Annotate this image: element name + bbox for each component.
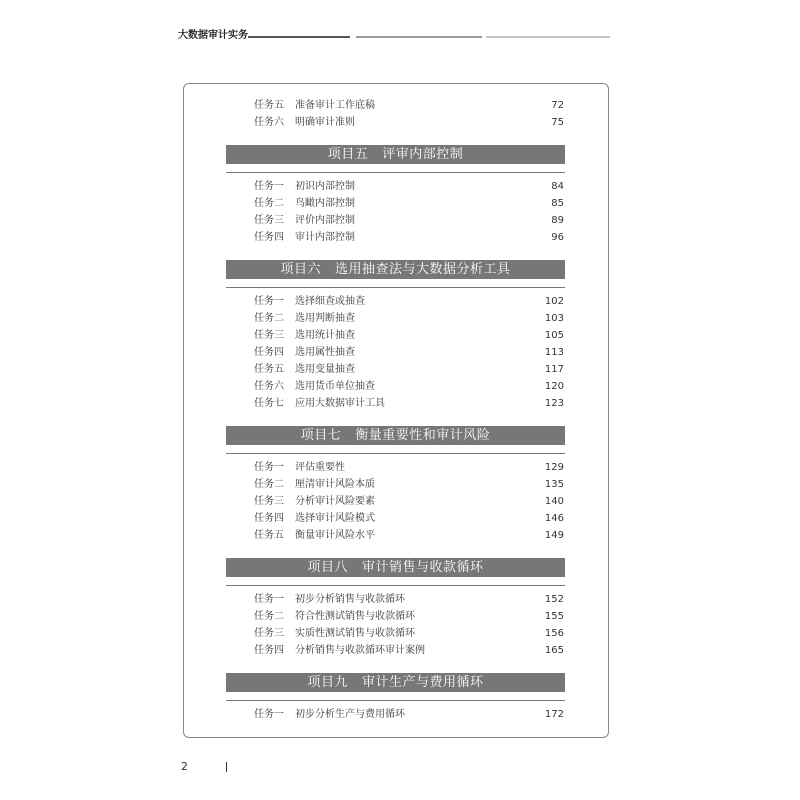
project-number: 项目六 <box>280 262 321 277</box>
header-rule-medium <box>356 36 482 38</box>
project-title: 选用抽查法与大数据分析工具 <box>335 262 511 277</box>
page-ref: 172 <box>544 709 564 720</box>
task-number: 任务四 <box>254 513 284 524</box>
project-heading <box>226 426 565 445</box>
task-number: 任务五 <box>254 100 284 111</box>
task-title: 选择细查或抽查 <box>295 296 365 307</box>
task-title: 衡量审计风险水平 <box>295 530 375 541</box>
toc-entry[interactable] <box>254 98 564 114</box>
task-title: 选用货币单位抽查 <box>295 381 375 392</box>
task-title: 符合性测试销售与收款循环 <box>295 611 415 622</box>
project-number: 项目五 <box>327 147 369 162</box>
page-ref: 140 <box>544 496 564 507</box>
task-title: 初识内部控制 <box>295 181 355 192</box>
task-title: 选择审计风险模式 <box>295 513 375 524</box>
project-rule <box>226 700 565 701</box>
toc-entry[interactable] <box>254 196 564 212</box>
page-ref: 72 <box>551 100 564 111</box>
toc-entry[interactable] <box>254 213 564 229</box>
toc-entry[interactable] <box>254 643 564 659</box>
task-number: 任务四 <box>254 347 284 358</box>
page-ref: 149 <box>544 530 564 541</box>
project-heading <box>226 145 565 164</box>
task-number: 任务五 <box>254 364 284 375</box>
toc-entry[interactable] <box>254 477 564 493</box>
project-rule <box>226 585 565 586</box>
page-ref: 102 <box>544 296 564 307</box>
project-rule <box>226 287 565 288</box>
task-number: 任务七 <box>254 398 284 409</box>
header-rule-dark <box>248 36 350 38</box>
project-number: 项目九 <box>307 675 348 690</box>
toc-entry[interactable] <box>254 494 564 510</box>
page-ref: 129 <box>544 462 564 473</box>
toc-entry[interactable] <box>254 707 564 723</box>
toc-entry[interactable] <box>254 609 564 625</box>
project-heading <box>226 558 565 577</box>
task-number: 任务五 <box>254 530 284 541</box>
project-title: 审计生产与费用循环 <box>362 675 484 690</box>
page-ref: 156 <box>544 628 564 639</box>
task-number: 任务二 <box>254 198 284 209</box>
toc-entry[interactable] <box>254 328 564 344</box>
task-title: 初步分析销售与收款循环 <box>295 594 405 605</box>
toc-entry[interactable] <box>254 528 564 544</box>
running-header <box>178 28 610 44</box>
page-ref: 75 <box>551 117 564 128</box>
task-number: 任务六 <box>254 117 284 128</box>
page-ref: 85 <box>551 198 564 209</box>
toc-entry[interactable] <box>254 592 564 608</box>
book-title: 大数据审计实务 <box>178 30 248 41</box>
task-number: 任务二 <box>254 313 284 324</box>
task-number: 任务三 <box>254 496 284 507</box>
task-title: 初步分析生产与费用循环 <box>295 709 405 720</box>
page-ref: 146 <box>544 513 564 524</box>
toc-entry[interactable] <box>254 396 564 412</box>
task-number: 任务六 <box>254 381 284 392</box>
task-number: 任务二 <box>254 479 284 490</box>
task-title: 审计内部控制 <box>295 232 355 243</box>
project-rule <box>226 172 565 173</box>
toc-entry[interactable] <box>254 345 564 361</box>
task-title: 选用统计抽查 <box>295 330 355 341</box>
page-ref: 89 <box>551 215 564 226</box>
task-title: 应用大数据审计工具 <box>295 398 385 409</box>
project-heading <box>226 673 565 692</box>
project-rule <box>226 453 565 454</box>
task-number: 任务二 <box>254 611 284 622</box>
task-title: 评估重要性 <box>295 462 345 473</box>
project-title: 评审内部控制 <box>382 147 464 162</box>
toc-entry[interactable] <box>254 311 564 327</box>
page-ref: 96 <box>551 232 564 243</box>
page-ref: 135 <box>544 479 564 490</box>
task-title: 准备审计工作底稿 <box>295 100 375 111</box>
task-number: 任务一 <box>254 181 284 192</box>
task-title: 分析销售与收款循环审计案例 <box>295 645 425 656</box>
toc-entry[interactable] <box>254 379 564 395</box>
page-ref: 123 <box>544 398 564 409</box>
page-ref: 113 <box>544 347 564 358</box>
page-ref: 84 <box>551 181 564 192</box>
task-title: 厘清审计风险本质 <box>295 479 375 490</box>
task-title: 选用变量抽查 <box>295 364 355 375</box>
task-number: 任务一 <box>254 462 284 473</box>
task-number: 任务三 <box>254 330 284 341</box>
project-number: 项目七 <box>300 428 342 443</box>
project-heading <box>226 260 565 279</box>
task-title: 选用判断抽查 <box>295 313 355 324</box>
task-title: 鸟瞰内部控制 <box>295 198 355 209</box>
toc-entry[interactable] <box>254 511 564 527</box>
task-title: 选用属性抽查 <box>295 347 355 358</box>
project-title: 衡量重要性和审计风险 <box>355 428 491 443</box>
page-ref: 155 <box>544 611 564 622</box>
toc-entry[interactable] <box>254 362 564 378</box>
task-number: 任务四 <box>254 232 284 243</box>
task-number: 任务一 <box>254 296 284 307</box>
toc-entry[interactable] <box>254 460 564 476</box>
project-number: 项目八 <box>307 560 348 575</box>
toc-entry[interactable] <box>254 179 564 195</box>
page-ref: 165 <box>544 645 564 656</box>
toc-entry[interactable] <box>254 294 564 310</box>
task-title: 实质性测试销售与收款循环 <box>295 628 415 639</box>
task-number: 任务四 <box>254 645 284 656</box>
page-ref: 120 <box>544 381 564 392</box>
task-title: 明确审计准则 <box>295 117 355 128</box>
page-ref: 152 <box>544 594 564 605</box>
page-ref: 117 <box>544 364 564 375</box>
footer-divider <box>226 762 227 772</box>
page-ref: 103 <box>544 313 564 324</box>
task-number: 任务一 <box>254 594 284 605</box>
page-ref: 105 <box>544 330 564 341</box>
page-number: 2 <box>181 760 188 773</box>
task-title: 评价内部控制 <box>295 215 355 226</box>
toc-entry[interactable] <box>254 230 564 246</box>
task-number: 任务一 <box>254 709 284 720</box>
project-title: 审计销售与收款循环 <box>362 560 484 575</box>
header-rule-light <box>486 36 610 38</box>
toc-entry[interactable] <box>254 626 564 642</box>
task-number: 任务三 <box>254 215 284 226</box>
toc-entry[interactable] <box>254 115 564 131</box>
task-number: 任务三 <box>254 628 284 639</box>
task-title: 分析审计风险要素 <box>295 496 375 507</box>
